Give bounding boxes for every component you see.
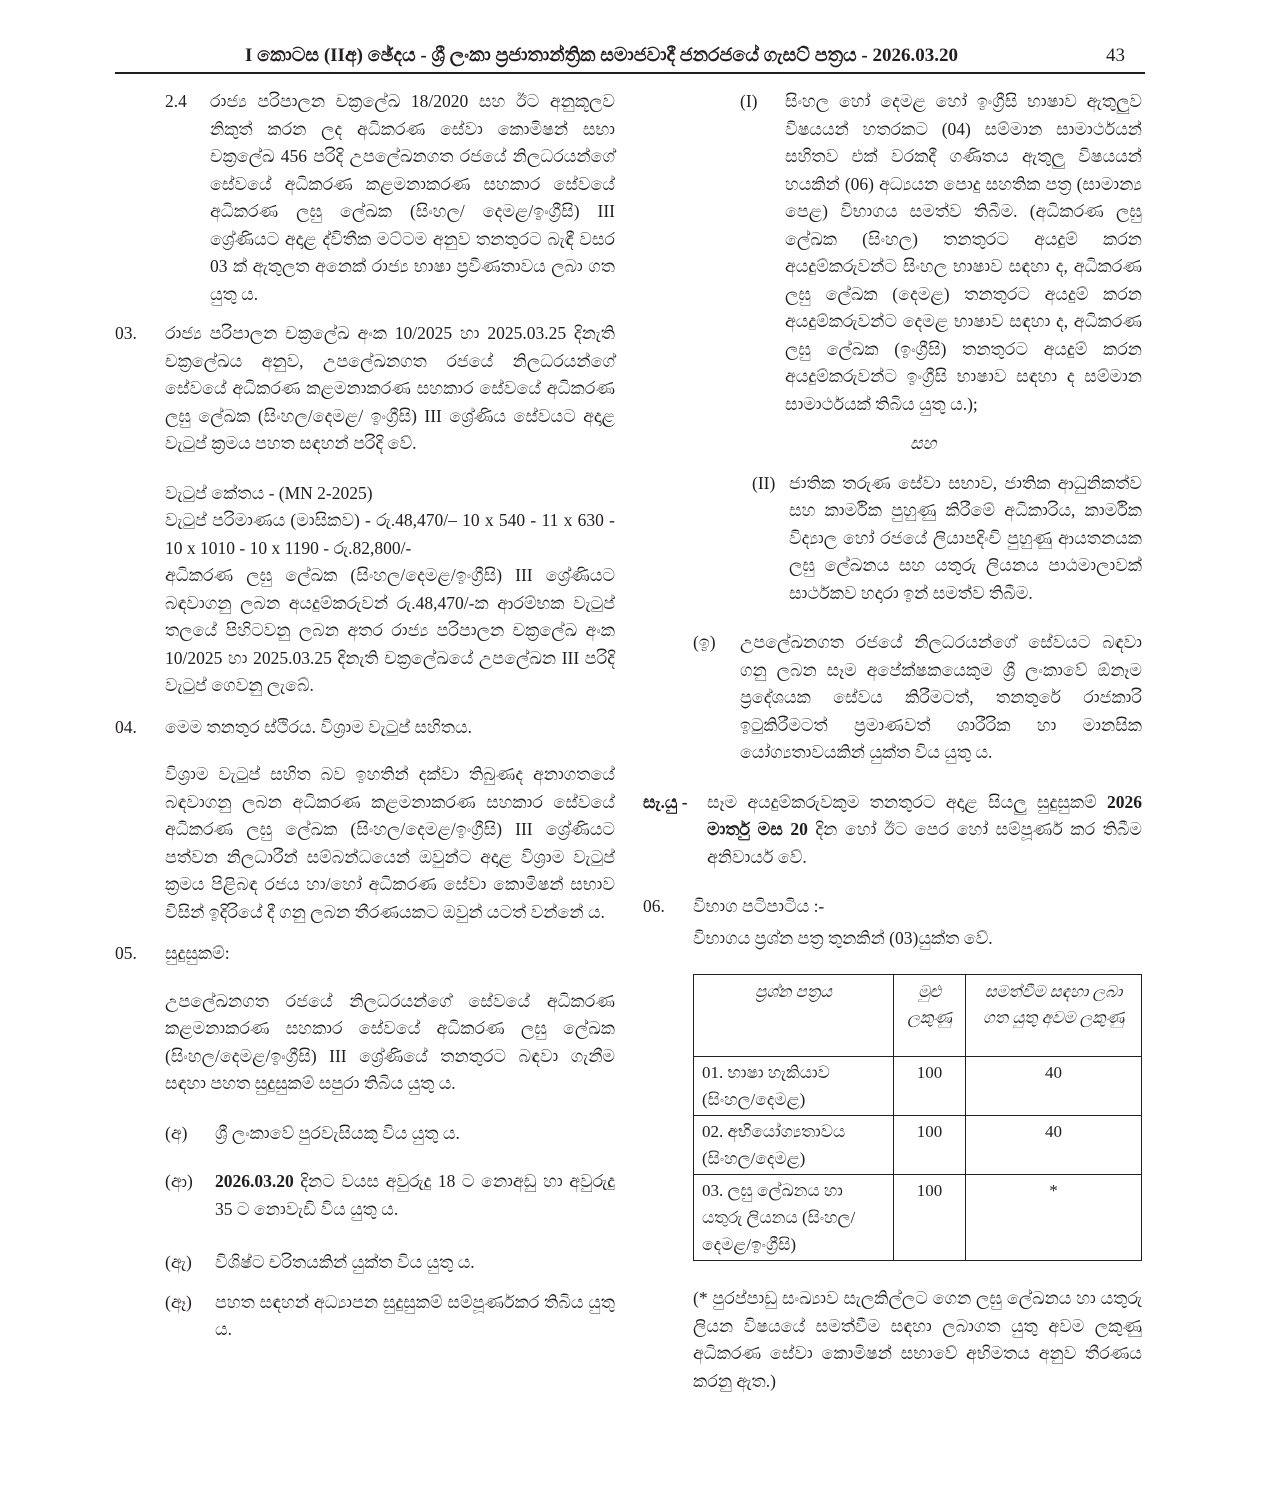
item-ii bbox=[643, 470, 1142, 608]
section-number: 04. bbox=[115, 716, 137, 737]
section-05-para: උපලේඛනගත රජයේ නිලධරයන්ගේ සේවයේ අධිකරණ කළමනාකරණ සහකාර සේවයේ අධිකරණ ලඝු ලේඛක (සිංහල/දෙමළ/ඉංග්‍රීසි) III ශ්‍රේණියේ තනතුරට බඳවා ගැනීම සඳහා පහත සුදුසුකම් සපුරා තිබිය යුතු ය. bbox=[165, 990, 615, 1093]
item-text-rest: දිනට වයස අවුරුදු 18 ට නොඅඩු හා අවුරුදු 35 ට නොවැඩි විය යුතු ය. bbox=[215, 1171, 615, 1219]
section-number: 2.4 bbox=[165, 91, 187, 111]
section-06-text: විභාග පටිපාටිය :- bbox=[693, 896, 825, 916]
section-number: 05. bbox=[115, 943, 137, 963]
item-i bbox=[643, 88, 1142, 418]
section-03-text: රාජ්‍ය පරිපාලන චක්‍රලේඛ අංක 10/2025 හා 2025.03.25 දිනැති චක්‍රලේඛය අනුව, උපලේඛනගත රජයේ නිලධරයන්ගේ සේවයේ අධිකරණ කළමනාකරණ සහකාර සේවයේ අධිකරණ ලඝු ලේඛක (සිංහල/දෙමළ/ ඉංග්‍රීසි) III ශ්‍රේණිය සේවයට අදාළ වැටුප් ක්‍රමය පහත සඳහන් පරිදි වේ. bbox=[165, 323, 615, 453]
section-number: 03. bbox=[115, 323, 137, 343]
item-a bbox=[115, 1120, 615, 1148]
item-label: (ආ) bbox=[165, 1171, 193, 1191]
note-label: සැ.යු - bbox=[643, 791, 688, 812]
item-label: (අ) bbox=[165, 1122, 188, 1143]
section-06 bbox=[643, 893, 1142, 921]
table-cell: 100 bbox=[894, 1175, 966, 1261]
right-column bbox=[643, 88, 1142, 1395]
table-header-row bbox=[694, 975, 1142, 1057]
salary-scale: වැටුප් පරිමාණය (මාසිකව) - රු.48,470/– 10 x 540 - 11 x 630 - 10 x 1010 - 10 x 1190 - රු.82,800/- bbox=[165, 510, 615, 558]
section-03 bbox=[115, 320, 615, 458]
section-2-4-text: රාජ්‍ය පරිපාලන චක්‍රලේඛ 18/2020 සහ ඊට අනුකූලව නිකුත් කරන ලද අධිකරණ සේවා කොමිෂන් සභා චක්‍රලේඛ 456 පරිදි උපලේඛනගත රජයේ නිලධරයන්ගේ සේවයේ අධිකරණ කළමනාකරණ සහකාර සේවයේ අධිකරණ ලඝු ලේඛක (සිංහල/ දෙමළ/ඉංග්‍රීසි) III ශ්‍රේණියට අදාළ ද්විතීක මට්ටම අනුව තනතුරට බැඳී වසර 03 ක් ඇතුලත අනෙක් රාජ්‍ය භාෂා ප්‍රවීණතාවය ලබා ගත යුතු ය. bbox=[210, 91, 615, 304]
section-05-text: සුදුසුකම්: bbox=[165, 943, 230, 963]
item-text: ශ්‍රී ලංකාවේ පුරවැසියකු විය යුතු ය. bbox=[215, 1122, 460, 1143]
table-cell: 40 bbox=[966, 1116, 1142, 1175]
item-label: (ඈ) bbox=[165, 1291, 192, 1312]
item-aae bbox=[115, 1289, 615, 1344]
section-06-para: විභාගය ප්‍රශ්න පත්‍ර තුනකින් (03)යුක්ත වේ. bbox=[693, 927, 993, 948]
item-label: (ඉ) bbox=[693, 632, 716, 652]
table-cell: 01. භාෂා හැකියාව (සිංහල/දෙමළ) bbox=[694, 1057, 894, 1116]
section-05 bbox=[115, 940, 615, 968]
table-row bbox=[694, 1057, 1142, 1116]
table-cell: 03. ලඝු ලේඛනය හා යතුරු ලියනය (සිංහල/ දෙමළ/ඉංග්‍රීසි) bbox=[694, 1175, 894, 1261]
table-row bbox=[694, 1116, 1142, 1175]
item-text: විශිෂ්ට චරිතයකින් යුක්ත විය යුතු ය. bbox=[215, 1252, 475, 1272]
exam-table-wrap bbox=[643, 974, 1142, 1261]
note-text-2: දින හෝ ඊට පෙර හෝ සම්පූර්ණ කර තිබීම අනිවාර්ය වේ. bbox=[707, 819, 1142, 867]
exam-table bbox=[693, 974, 1142, 1261]
table-cell: * bbox=[966, 1175, 1142, 1261]
column-header: මුළු ලකුණු bbox=[894, 975, 966, 1057]
note bbox=[643, 789, 1142, 872]
item-label: (ඇ) bbox=[165, 1252, 192, 1272]
section-04-text: මෙම තනතුර ස්ථිරය. විශ්‍රාම වැටුප් සහිතය. bbox=[165, 716, 472, 737]
table-cell: 40 bbox=[966, 1057, 1142, 1116]
salary-note: අධිකරණ ලඝු ලේඛක (සිංහල/දෙමළ/ඉංග්‍රීසි) III ශ්‍රේණියට බඳවාගනු ලබන අයදුම්කරුවන් රු.48,470/-ක ආරම්භක වැටුප් තලයේ පිහිටවනු ලබන අතර රාජ්‍ය පරිපාලන චක්‍රලේඛ අංක 10/2025 හා 2025.03.25 දිනැති චක්‍රලේඛයේ උපලේඛන III පරිදි වැටුප් ගෙවනු ලැබේ. bbox=[165, 565, 615, 695]
table-cell: 100 bbox=[894, 1057, 966, 1116]
item-e bbox=[643, 629, 1142, 767]
item-text: සිංහල හෝ දෙමළ හෝ ඉංග්‍රීසි භාෂාව ඇතුලුව විෂයයන් හතරකට (04) සම්මාන සාමාර්ථයන් සහිතව එක් වරකදී ගණිතය ඇතුලු විෂයයන් හයකින් (06) අධ්‍යයන පොදු සහතික පත්‍ර (සාමාන්‍ය පෙළ) විභාගය සමත්ව තිබීම. (අධිකරණ ලඝු ලේඛක (සිංහල) තනතුරට අයදුම් කරන අයදුම්කරුවන්ට සිංහල භාෂාව සඳහා ද, අධිකරණ ලඝු ලේඛක (දෙමළ) තනතුරට අයදුම් කරන අයදුම්කරුවන්ට දෙමළ භාෂාව සඳහා ද, අධිකරණ ලඝු ලේඛක (ඉංග්‍රීසි) තනතුරට අයදුම් කරන අයදුම්කරුවන්ට ඉංග්‍රීසි භාෂාව සඳහා ද සම්මාන සාමාර්ථයක් තිබිය යුතු ය.); bbox=[785, 91, 1142, 414]
item-ae bbox=[115, 1249, 615, 1277]
note-text-1: සෑම අයදුම්කරුවකුම තනතුරට අදාළ සියලු සුදුසුකම් bbox=[707, 791, 1107, 812]
column-header: සමත්වීම සඳහා ලබා ගත යුතු අවම ලකුණු bbox=[966, 975, 1142, 1057]
section-2-4 bbox=[115, 88, 615, 308]
item-text: ජාතික තරුණ සේවා සභාව, ජාතික ආධුනිකත්ව සහ කාර්මික පුහුණු කිරීමේ අධිකාරිය, කාර්මික විද්‍යාල හෝ රජයේ ලියාපදිංචි පුහුණු ආයතනයක ලඝු ලේඛනය සහ යතුරු ලියනය පාඨමාලාවක් සාර්ථකව හදාරා ඉන් සමත්ව තිබීම. bbox=[789, 472, 1142, 603]
item-label: (II) bbox=[752, 472, 776, 493]
salary-code: වැටුප් කේතය - (MN 2-2025) bbox=[165, 482, 373, 503]
item-label: (I) bbox=[740, 91, 758, 111]
page-number: 43 bbox=[1106, 45, 1125, 66]
table-footnote: (* පුරප්පාඩු සංඛ්‍යාව සැලකිල්ලට ගෙන ලඝු ලේඛනය හා යතුරු ලියන විෂයයේ සමත්වීම සඳහා ලබාගත යුතු අවම ලකුණු අධිකරණ සේවා කොමිෂන් සභාවේ අභිමතය අනුව තීරණය කරනු ඇත.) bbox=[693, 1288, 1142, 1391]
item-text: පහත සඳහන් අධ්‍යාපන සුදුසුකම් සම්පූර්ණකර තිබිය යුතු ය. bbox=[215, 1291, 615, 1339]
item-text: උපලේඛනගත රජයේ නිලධරයන්ගේ සේවයට බඳවා ගනු ලබන සෑම අපේක්ෂකයෙකුම ශ්‍රී ලංකාවේ ඕනෑම ප්‍රදේශයක සේවය කිරීමටත්, තනතුරේ රාජකාරි ඉටුකිරීමටත් ප්‍රමාණවත් ශාරීරික හා මානසික යෝග්‍යතාවයකින් යුක්ත විය යුතු ය. bbox=[740, 632, 1142, 762]
date-bold: 2026.03.20 bbox=[215, 1171, 294, 1191]
note-text bbox=[707, 789, 1142, 872]
section-number: 06. bbox=[643, 896, 665, 916]
item-aa bbox=[115, 1168, 615, 1223]
section-04 bbox=[115, 714, 615, 742]
header-title: I කොටස (IIඅ) ඡේදය - ශ්‍රී ලංකා ප්‍රජාතාන්ත්‍රික සමාජවාදී ජනරජයේ ගැසට් පත්‍රය - 2026.03.20 bbox=[245, 45, 958, 66]
table-row bbox=[694, 1175, 1142, 1261]
section-04-para: විශ්‍රාම වැටුප් සහිත බව ඉහතින් දක්වා තිබුණද අනාගතයේ බඳවාගනු ලබන අධිකරණ කළමනාකරණ සහකාර සේවයේ අධිකරණ ලඝු ලේඛක (සිංහල/දෙමළ/ඉංග්‍රීසි) III ශ්‍රේණියට පත්වන නිලධාරීන් සම්බන්ධයෙන් ඔවුන්ට අදාළ විශ්‍රාම වැටුප් ක්‍රමය පිළිබඳ රජය හා/හෝ අධිකරණ සේවා කොමිෂන් සභාව විසින් ඉදිරියේ දී ගනු ලබන තීරණයකට ඔවුන් යටත් වන්නේ ය. bbox=[165, 764, 615, 922]
column-header: ප්‍රශ්න පත්‍රය bbox=[694, 975, 894, 1057]
left-column bbox=[115, 88, 615, 1344]
note-date-bold: 2026 මාර්තු මස 20 bbox=[707, 791, 1142, 839]
page-header bbox=[115, 40, 1145, 74]
table-cell: 02. අභියෝග්‍යතාවය (සිංහල/දෙමළ) bbox=[694, 1116, 894, 1175]
item-text bbox=[215, 1168, 615, 1223]
table-cell: 100 bbox=[894, 1116, 966, 1175]
and-separator: සහ bbox=[910, 433, 937, 453]
